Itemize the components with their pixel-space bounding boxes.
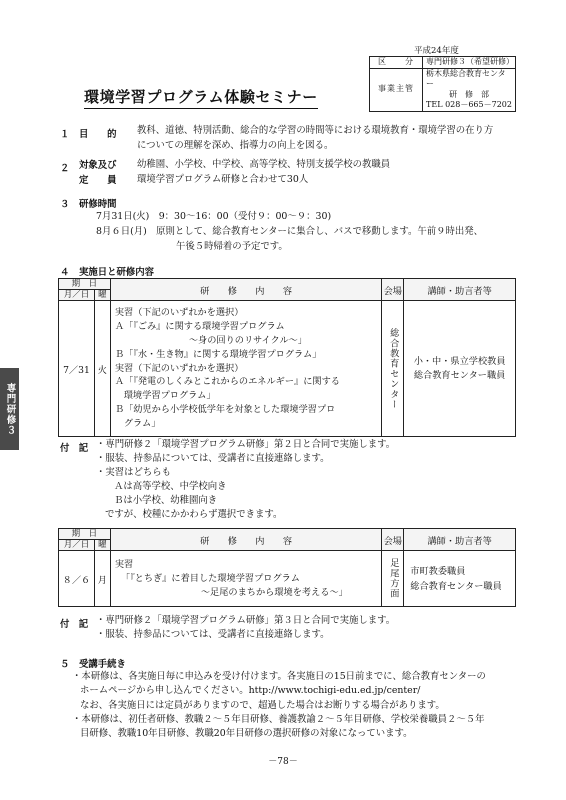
- month-day-header: 月／日: [59, 540, 95, 551]
- note-1-text: [96, 438, 395, 522]
- note-line: ・服装、持参品については、受講者に直接連絡します。: [96, 453, 330, 464]
- fiscal-year: 平成24年度: [414, 46, 459, 56]
- text-line: なお、各実施日には定員がありますので、超過した場合はお断りする場合があります。: [80, 699, 445, 711]
- note-line: ・服装、持参品については、受講者に直接連絡します。: [96, 629, 330, 640]
- period-header: 期 日: [59, 279, 111, 290]
- weekday-cell: 月: [94, 551, 110, 607]
- note-line: Ｂは小学校、幼稚園向き: [114, 495, 218, 506]
- content-line: ～身の回りのリサイクル～」: [188, 335, 308, 346]
- side-tab-label: 専門研修３: [4, 382, 16, 436]
- lecturer-cell: [404, 301, 516, 437]
- venue-text: 総合教育センター: [387, 327, 399, 410]
- section-3-line-2: 8月６日(月) 原則として、総合教育センターに集合し、バスで移動します。午前９時出発、: [96, 226, 483, 237]
- content-line: 「『とちぎ』に着目した環境学習プログラム: [120, 572, 300, 584]
- section-2-text: [137, 158, 390, 187]
- lecturer-cell: [404, 551, 516, 607]
- content-header: 研 修 内 容: [110, 279, 381, 301]
- text-line: ホームページから申し込んでください。http://www.tochigi-edu.ed.jp/center/: [80, 685, 421, 697]
- text-line: 教科、道徳、特別活動、総合的な学習の時間等における環境教育・環境学習の在り方: [137, 125, 494, 136]
- content-line: 環境学習プログラム」: [123, 390, 216, 402]
- note-line: Ａは高等学校、中学校向き: [114, 481, 227, 492]
- lecturer-header: 講師・助言者等: [404, 529, 516, 551]
- section-4-number: ４: [60, 267, 70, 278]
- venue-cell: [382, 551, 404, 607]
- content-cell: [110, 301, 381, 437]
- text-line: 環境学習プログラム研修と合わせて30人: [137, 173, 309, 185]
- content-line: Ｂ「『水・生き物』に関する環境学習プログラム」: [114, 348, 322, 360]
- content-cell: [110, 551, 381, 607]
- section-5-number: ５: [60, 659, 70, 670]
- note-2-text: [96, 614, 395, 642]
- lecturer-line: 総合教育センター職員: [410, 580, 502, 592]
- schedule-table-2: [58, 528, 516, 607]
- period-header: 期 日: [59, 529, 111, 540]
- lecturer-line: 市町教委職員: [410, 565, 466, 577]
- content-line: ～足尾のまちから環境を考える～」: [200, 586, 348, 598]
- venue-header: 会場: [382, 529, 404, 551]
- weekday-cell: 火: [94, 301, 110, 437]
- schedule-table-1: [58, 278, 516, 437]
- note-line: ・専門研修２「環境学習プログラム研修」第２日と合同で実施します。: [96, 439, 396, 450]
- date-cell: 7／31: [59, 301, 95, 437]
- organizer-line: TEL 028－665－7202: [426, 100, 512, 109]
- content-line: 実習: [114, 558, 134, 570]
- content-line: Ａ「『ごみ』に関する環境学習プログラム: [114, 321, 285, 333]
- organizer-value: [423, 68, 516, 111]
- venue-cell: [382, 301, 404, 437]
- lecturer-line: 総合教育センター職員: [413, 369, 506, 381]
- lecturer-header: 講師・助言者等: [404, 279, 516, 301]
- note-line: ・専門研修２「環境学習プログラム研修」第３日と合同で実施します。: [96, 615, 396, 626]
- date-cell: ８／６: [59, 551, 95, 607]
- section-2-label: [79, 158, 117, 188]
- note-1-label: 付 記: [60, 443, 89, 454]
- content-line: 実習（下記のいずれかを選択）: [114, 362, 244, 374]
- note-line: ですが、校種にかかわらず選択できます。: [105, 509, 283, 520]
- category-value: 専門研修３（希望研修）: [423, 57, 516, 69]
- section-3-line-1: 7月31日(火) 9：30～16：00（受付９：00～９：30): [96, 211, 332, 222]
- organizer-line: 栃木県総合教育センター: [426, 68, 506, 88]
- note-2-label: 付 記: [60, 619, 89, 630]
- category-label: 区 分: [370, 57, 423, 69]
- venue-text: 足尾方面: [387, 558, 399, 599]
- organizer-label: 事業主管: [370, 68, 423, 111]
- venue-header: 会場: [382, 279, 404, 301]
- section-1-label: 目 的: [79, 129, 117, 140]
- label-line: 定 員: [79, 175, 117, 186]
- section-5-label: 受講手続き: [79, 659, 126, 670]
- month-day-header: 月／日: [59, 290, 95, 301]
- content-line: Ａ「『発電のしくみとこれからのエネルギー』に関する: [114, 376, 340, 388]
- weekday-header: 曜: [94, 290, 110, 301]
- section-3-line-3: 午後５時帰着の予定です。: [176, 241, 288, 252]
- label-line: 対象及び: [79, 160, 117, 171]
- info-box: [369, 56, 516, 112]
- side-tab: [0, 368, 19, 450]
- organizer-line: 研 修 部: [449, 89, 489, 99]
- page-number: －78－: [268, 757, 298, 767]
- section-3-label: 研修時間: [79, 199, 117, 210]
- content-line: Ｂ「幼児から小学校低学年を対象とした環境学習プロ: [114, 403, 336, 415]
- weekday-header: 曜: [94, 540, 110, 551]
- content-line: 実習（下記のいずれかを選択）: [114, 307, 244, 319]
- section-2-number: ２: [60, 163, 70, 174]
- note-line: ・実習はどちらも: [96, 467, 172, 478]
- text-line: ・本研修は、初任者研修、教職２～５年目研修、養護教諭２～５年目研修、学校栄養職員２～５年: [72, 713, 485, 725]
- text-line: ・本研修は、各実施日毎に申込みを受け付けます。各実施日の15日前までに、総合教育センターの: [72, 671, 486, 682]
- section-3-number: ３: [60, 199, 70, 210]
- section-5-text: [72, 670, 486, 741]
- content-header: 研 修 内 容: [110, 529, 381, 551]
- text-line: 目研修、教職10年目研修、教職20年目研修の選択研修の対象になっています。: [80, 728, 413, 740]
- section-4-label: 実施日と研修内容: [79, 267, 155, 278]
- section-1-number: １: [60, 129, 70, 140]
- section-1-text: [137, 124, 493, 153]
- lecturer-line: 小・中・県立学校教員: [413, 355, 506, 367]
- text-line: 幼稚園、小学校、中学校、高等学校、特別支援学校の教職員: [137, 159, 391, 170]
- text-line: についての理解を深め、指導力の向上を図る。: [137, 139, 334, 151]
- content-line: グラム」: [123, 417, 161, 429]
- page-title: 環境学習プログラム体験セミナー: [84, 86, 318, 109]
